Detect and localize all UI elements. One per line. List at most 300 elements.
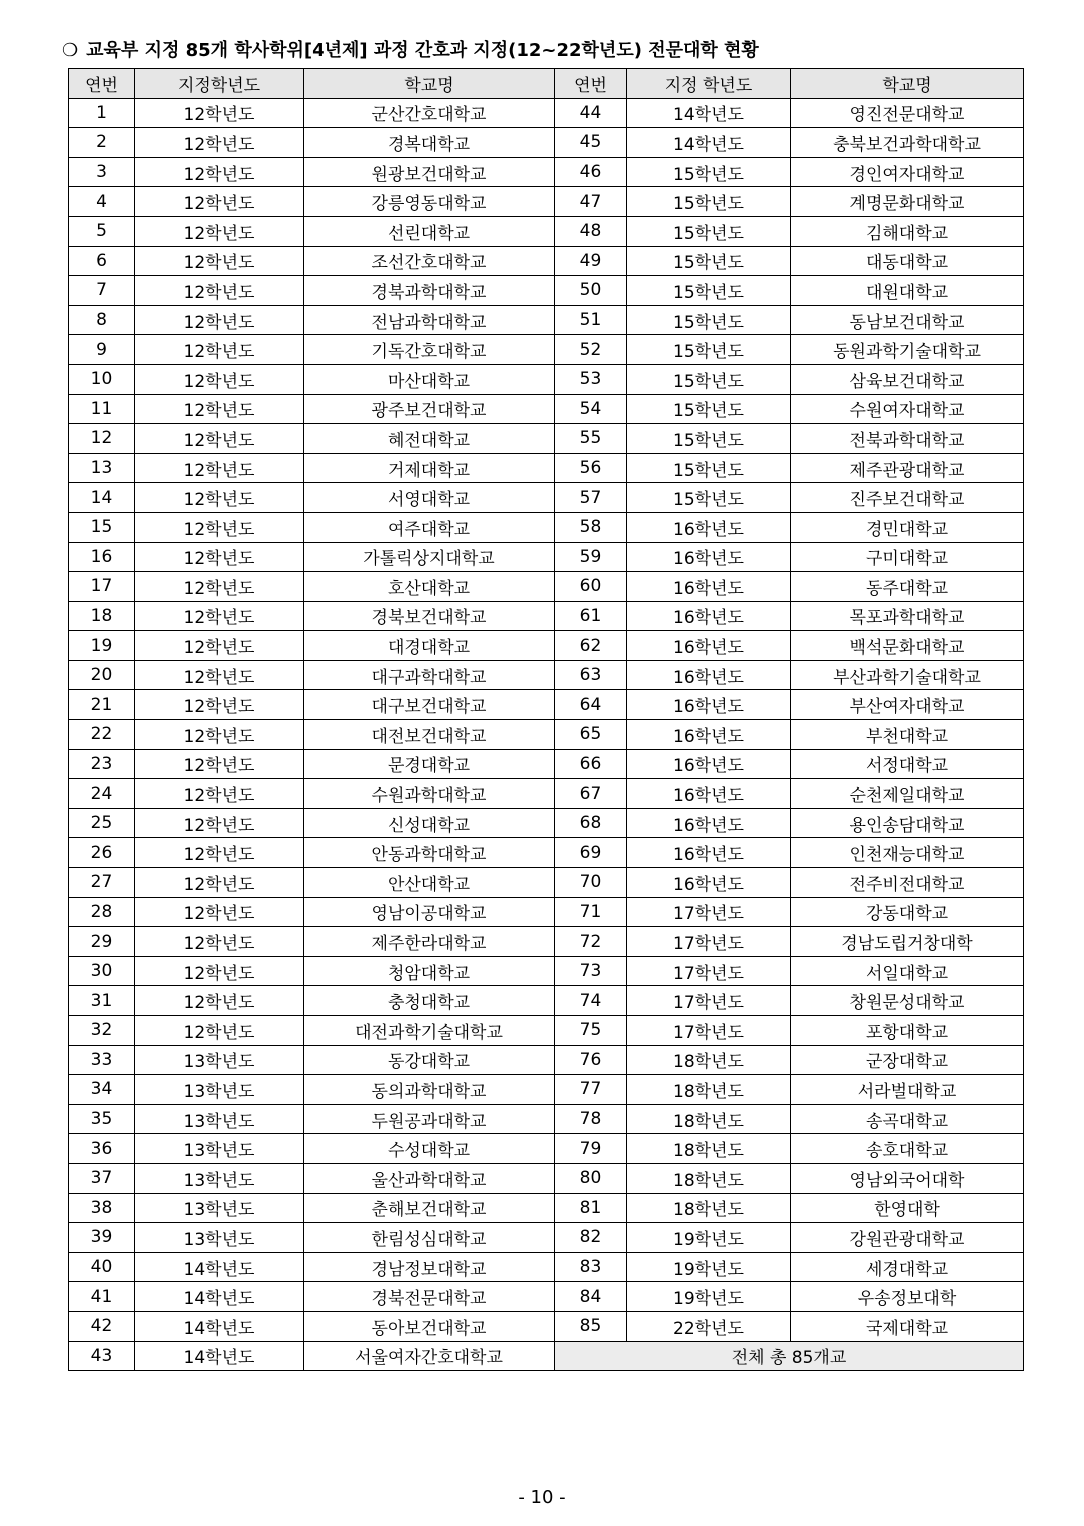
cell-no: 70 (555, 868, 627, 898)
cell-no: 61 (555, 601, 627, 631)
table-row (69, 512, 1024, 542)
table-row (69, 483, 1024, 513)
cell-no: 83 (555, 1252, 627, 1282)
cell-school: 원광보건대학교 (304, 157, 555, 187)
table-row-last (69, 1341, 1024, 1371)
cell-school: 강릉영동대학교 (304, 187, 555, 217)
bullet-icon: ❍ (62, 40, 79, 61)
cell-year: 15학년도 (627, 483, 791, 513)
cell-year: 13학년도 (135, 1223, 304, 1253)
cell-year: 12학년도 (135, 542, 304, 572)
cell-school: 구미대학교 (791, 542, 1024, 572)
cell-school: 기독간호대학교 (304, 335, 555, 365)
cell-school: 동주대학교 (791, 572, 1024, 602)
cell-year: 16학년도 (627, 601, 791, 631)
cell-school: 경민대학교 (791, 512, 1024, 542)
cell-year: 12학년도 (135, 187, 304, 217)
cell-year: 15학년도 (627, 364, 791, 394)
cell-school: 대원대학교 (791, 276, 1024, 306)
cell-no: 11 (69, 394, 135, 424)
cell-year: 12학년도 (135, 128, 304, 158)
cell-school: 경북전문대학교 (304, 1282, 555, 1312)
cell-school: 혜전대학교 (304, 424, 555, 454)
cell-no: 79 (555, 1134, 627, 1164)
cell-year: 15학년도 (627, 276, 791, 306)
cell-year: 22학년도 (627, 1311, 791, 1341)
cell-school: 창원문성대학교 (791, 986, 1024, 1016)
cell-no: 55 (555, 424, 627, 454)
cell-school: 용인송담대학교 (791, 808, 1024, 838)
cell-school: 광주보건대학교 (304, 394, 555, 424)
cell-year: 12학년도 (135, 749, 304, 779)
cell-school: 동강대학교 (304, 1045, 555, 1075)
cell-no: 43 (69, 1341, 135, 1371)
cell-year: 13학년도 (135, 1163, 304, 1193)
cell-year: 12학년도 (135, 660, 304, 690)
table-row (69, 749, 1024, 779)
header-school-left: 학교명 (304, 69, 555, 99)
cell-no: 42 (69, 1311, 135, 1341)
cell-school: 문경대학교 (304, 749, 555, 779)
cell-school: 여주대학교 (304, 512, 555, 542)
cell-school: 마산대학교 (304, 364, 555, 394)
cell-year: 13학년도 (135, 1104, 304, 1134)
header-school-right: 학교명 (791, 69, 1024, 99)
cell-school: 한림성심대학교 (304, 1223, 555, 1253)
header-year-left: 지정학년도 (135, 69, 304, 99)
cell-year: 14학년도 (627, 128, 791, 158)
cell-no: 12 (69, 424, 135, 454)
cell-year: 12학년도 (135, 779, 304, 809)
cell-year: 15학년도 (627, 394, 791, 424)
cell-school: 안산대학교 (304, 868, 555, 898)
cell-year: 12학년도 (135, 572, 304, 602)
cell-year: 16학년도 (627, 720, 791, 750)
cell-year: 17학년도 (627, 956, 791, 986)
table-row (69, 601, 1024, 631)
table-row (69, 187, 1024, 217)
table-row (69, 394, 1024, 424)
cell-school: 우송정보대학 (791, 1282, 1024, 1312)
cell-no: 64 (555, 690, 627, 720)
table-row (69, 364, 1024, 394)
cell-school: 영남외국어대학 (791, 1163, 1024, 1193)
cell-year: 12학년도 (135, 453, 304, 483)
cell-school: 가톨릭상지대학교 (304, 542, 555, 572)
cell-no: 40 (69, 1252, 135, 1282)
cell-no: 57 (555, 483, 627, 513)
cell-year: 17학년도 (627, 1016, 791, 1046)
cell-year: 12학년도 (135, 483, 304, 513)
cell-year: 18학년도 (627, 1193, 791, 1223)
table-row (69, 1104, 1024, 1134)
cell-no: 75 (555, 1016, 627, 1046)
cell-no: 77 (555, 1075, 627, 1105)
table-row (69, 868, 1024, 898)
cell-school: 경인여자대학교 (791, 157, 1024, 187)
cell-year: 12학년도 (135, 927, 304, 957)
cell-no: 49 (555, 246, 627, 276)
cell-no: 23 (69, 749, 135, 779)
cell-no: 51 (555, 305, 627, 335)
cell-no: 19 (69, 631, 135, 661)
cell-school: 동아보건대학교 (304, 1311, 555, 1341)
cell-no: 63 (555, 660, 627, 690)
cell-school: 대경대학교 (304, 631, 555, 661)
cell-school: 호산대학교 (304, 572, 555, 602)
cell-school: 수원여자대학교 (791, 394, 1024, 424)
cell-year: 16학년도 (627, 749, 791, 779)
cell-school: 전북과학대학교 (791, 424, 1024, 454)
cell-year: 19학년도 (627, 1252, 791, 1282)
cell-no: 28 (69, 897, 135, 927)
cell-year: 16학년도 (627, 660, 791, 690)
cell-no: 76 (555, 1045, 627, 1075)
cell-no: 26 (69, 838, 135, 868)
table-row (69, 335, 1024, 365)
cell-no: 73 (555, 956, 627, 986)
cell-school: 수원과학대학교 (304, 779, 555, 809)
cell-school: 송곡대학교 (791, 1104, 1024, 1134)
cell-no: 2 (69, 128, 135, 158)
cell-school: 삼육보건대학교 (791, 364, 1024, 394)
table-row (69, 1045, 1024, 1075)
cell-year: 12학년도 (135, 986, 304, 1016)
cell-school: 부산과학기술대학교 (791, 660, 1024, 690)
cell-year: 12학년도 (135, 631, 304, 661)
cell-school: 군장대학교 (791, 1045, 1024, 1075)
document-heading (62, 36, 759, 62)
cell-school: 강원관광대학교 (791, 1223, 1024, 1253)
cell-school: 거제대학교 (304, 453, 555, 483)
cell-school: 대구보건대학교 (304, 690, 555, 720)
table-row (69, 98, 1024, 128)
cell-year: 12학년도 (135, 364, 304, 394)
cell-year: 14학년도 (135, 1341, 304, 1371)
cell-school: 서울여자간호대학교 (304, 1341, 555, 1371)
total-count-cell: 전체 총 85개교 (555, 1341, 1024, 1371)
cell-school: 전주비전대학교 (791, 868, 1024, 898)
cell-year: 15학년도 (627, 216, 791, 246)
cell-year: 12학년도 (135, 956, 304, 986)
table-row (69, 1134, 1024, 1164)
cell-year: 17학년도 (627, 897, 791, 927)
cell-school: 목포과학대학교 (791, 601, 1024, 631)
cell-year: 15학년도 (627, 157, 791, 187)
table-row (69, 660, 1024, 690)
cell-no: 59 (555, 542, 627, 572)
cell-year: 12학년도 (135, 838, 304, 868)
cell-no: 39 (69, 1223, 135, 1253)
cell-no: 62 (555, 631, 627, 661)
cell-school: 충청대학교 (304, 986, 555, 1016)
cell-year: 12학년도 (135, 1016, 304, 1046)
table-row (69, 1075, 1024, 1105)
cell-no: 85 (555, 1311, 627, 1341)
cell-no: 22 (69, 720, 135, 750)
cell-school: 순천제일대학교 (791, 779, 1024, 809)
cell-school: 강동대학교 (791, 897, 1024, 927)
cell-school: 청암대학교 (304, 956, 555, 986)
cell-no: 54 (555, 394, 627, 424)
table-row (69, 1311, 1024, 1341)
cell-year: 12학년도 (135, 424, 304, 454)
cell-school: 영진전문대학교 (791, 98, 1024, 128)
cell-no: 82 (555, 1223, 627, 1253)
cell-year: 16학년도 (627, 572, 791, 602)
cell-school: 계명문화대학교 (791, 187, 1024, 217)
cell-no: 66 (555, 749, 627, 779)
cell-year: 12학년도 (135, 601, 304, 631)
cell-no: 36 (69, 1134, 135, 1164)
cell-no: 52 (555, 335, 627, 365)
cell-school: 제주관광대학교 (791, 453, 1024, 483)
cell-no: 31 (69, 986, 135, 1016)
cell-year: 12학년도 (135, 305, 304, 335)
table-row (69, 631, 1024, 661)
cell-school: 수성대학교 (304, 1134, 555, 1164)
cell-school: 인천재능대학교 (791, 838, 1024, 868)
table-row (69, 128, 1024, 158)
cell-no: 38 (69, 1193, 135, 1223)
cell-school: 송호대학교 (791, 1134, 1024, 1164)
cell-no: 78 (555, 1104, 627, 1134)
cell-school: 부산여자대학교 (791, 690, 1024, 720)
cell-year: 16학년도 (627, 779, 791, 809)
cell-school: 대구과학대학교 (304, 660, 555, 690)
cell-no: 3 (69, 157, 135, 187)
cell-no: 47 (555, 187, 627, 217)
cell-year: 15학년도 (627, 246, 791, 276)
cell-year: 12학년도 (135, 512, 304, 542)
cell-no: 24 (69, 779, 135, 809)
cell-no: 56 (555, 453, 627, 483)
nursing-schools-table (68, 68, 1024, 1371)
cell-no: 25 (69, 808, 135, 838)
cell-school: 조선간호대학교 (304, 246, 555, 276)
table-row (69, 690, 1024, 720)
cell-school: 선린대학교 (304, 216, 555, 246)
cell-year: 18학년도 (627, 1104, 791, 1134)
cell-school: 제주한라대학교 (304, 927, 555, 957)
cell-no: 44 (555, 98, 627, 128)
cell-school: 서정대학교 (791, 749, 1024, 779)
cell-no: 65 (555, 720, 627, 750)
cell-year: 12학년도 (135, 897, 304, 927)
cell-no: 72 (555, 927, 627, 957)
cell-year: 12학년도 (135, 690, 304, 720)
cell-no: 14 (69, 483, 135, 513)
cell-school: 서일대학교 (791, 956, 1024, 986)
cell-year: 18학년도 (627, 1134, 791, 1164)
cell-no: 80 (555, 1163, 627, 1193)
cell-no: 46 (555, 157, 627, 187)
cell-year: 13학년도 (135, 1193, 304, 1223)
cell-year: 17학년도 (627, 927, 791, 957)
cell-year: 12학년도 (135, 276, 304, 306)
cell-school: 국제대학교 (791, 1311, 1024, 1341)
cell-year: 18학년도 (627, 1163, 791, 1193)
cell-school: 포항대학교 (791, 1016, 1024, 1046)
cell-no: 34 (69, 1075, 135, 1105)
cell-school: 경북과학대학교 (304, 276, 555, 306)
table-row (69, 956, 1024, 986)
cell-no: 58 (555, 512, 627, 542)
header-no-right: 연번 (555, 69, 627, 99)
cell-no: 45 (555, 128, 627, 158)
cell-no: 41 (69, 1282, 135, 1312)
cell-no: 30 (69, 956, 135, 986)
table-row (69, 779, 1024, 809)
table-row (69, 276, 1024, 306)
cell-year: 12학년도 (135, 335, 304, 365)
cell-year: 16학년도 (627, 690, 791, 720)
cell-year: 15학년도 (627, 335, 791, 365)
cell-year: 15학년도 (627, 453, 791, 483)
table-row (69, 542, 1024, 572)
cell-no: 17 (69, 572, 135, 602)
table-row (69, 216, 1024, 246)
table-row (69, 808, 1024, 838)
cell-no: 10 (69, 364, 135, 394)
cell-no: 6 (69, 246, 135, 276)
cell-no: 69 (555, 838, 627, 868)
cell-no: 13 (69, 453, 135, 483)
cell-school: 경남정보대학교 (304, 1252, 555, 1282)
cell-school: 영남이공대학교 (304, 897, 555, 927)
cell-school: 신성대학교 (304, 808, 555, 838)
cell-year: 18학년도 (627, 1045, 791, 1075)
cell-year: 16학년도 (627, 542, 791, 572)
cell-no: 15 (69, 512, 135, 542)
cell-school: 경복대학교 (304, 128, 555, 158)
cell-school: 대동대학교 (791, 246, 1024, 276)
cell-no: 67 (555, 779, 627, 809)
cell-no: 21 (69, 690, 135, 720)
cell-school: 백석문화대학교 (791, 631, 1024, 661)
cell-school: 동남보건대학교 (791, 305, 1024, 335)
cell-no: 27 (69, 868, 135, 898)
cell-school: 울산과학대학교 (304, 1163, 555, 1193)
cell-school: 대전과학기술대학교 (304, 1016, 555, 1046)
cell-no: 1 (69, 98, 135, 128)
table-header-row (69, 69, 1024, 99)
table-row (69, 453, 1024, 483)
cell-no: 5 (69, 216, 135, 246)
cell-year: 15학년도 (627, 187, 791, 217)
cell-year: 14학년도 (135, 1311, 304, 1341)
cell-school: 대전보건대학교 (304, 720, 555, 750)
cell-year: 19학년도 (627, 1282, 791, 1312)
table-row (69, 246, 1024, 276)
cell-year: 12학년도 (135, 246, 304, 276)
cell-year: 14학년도 (627, 98, 791, 128)
table-row (69, 1282, 1024, 1312)
cell-school: 진주보건대학교 (791, 483, 1024, 513)
cell-school: 전남과학대학교 (304, 305, 555, 335)
header-no-left: 연번 (69, 69, 135, 99)
header-year-right: 지정 학년도 (627, 69, 791, 99)
cell-year: 12학년도 (135, 157, 304, 187)
table-row (69, 897, 1024, 927)
cell-no: 71 (555, 897, 627, 927)
table-row (69, 305, 1024, 335)
cell-no: 9 (69, 335, 135, 365)
cell-school: 서라벌대학교 (791, 1075, 1024, 1105)
cell-no: 60 (555, 572, 627, 602)
cell-school: 경북보건대학교 (304, 601, 555, 631)
cell-year: 12학년도 (135, 98, 304, 128)
cell-no: 37 (69, 1163, 135, 1193)
cell-no: 32 (69, 1016, 135, 1046)
table-row (69, 720, 1024, 750)
cell-no: 48 (555, 216, 627, 246)
cell-year: 16학년도 (627, 631, 791, 661)
cell-year: 14학년도 (135, 1282, 304, 1312)
cell-no: 81 (555, 1193, 627, 1223)
table-row (69, 157, 1024, 187)
cell-year: 12학년도 (135, 868, 304, 898)
table-row (69, 986, 1024, 1016)
table-row (69, 838, 1024, 868)
cell-school: 김해대학교 (791, 216, 1024, 246)
cell-year: 12학년도 (135, 720, 304, 750)
cell-year: 15학년도 (627, 424, 791, 454)
cell-year: 16학년도 (627, 808, 791, 838)
cell-year: 16학년도 (627, 868, 791, 898)
cell-year: 18학년도 (627, 1075, 791, 1105)
cell-no: 35 (69, 1104, 135, 1134)
cell-school: 춘해보건대학교 (304, 1193, 555, 1223)
heading-text: 교육부 지정 85개 학사학위[4년제] 과정 간호과 지정(12~22학년도) 전문대학 현황 (86, 40, 759, 61)
cell-no: 18 (69, 601, 135, 631)
cell-no: 74 (555, 986, 627, 1016)
cell-no: 8 (69, 305, 135, 335)
cell-no: 53 (555, 364, 627, 394)
cell-school: 안동과학대학교 (304, 838, 555, 868)
cell-school: 부천대학교 (791, 720, 1024, 750)
cell-school: 군산간호대학교 (304, 98, 555, 128)
cell-year: 16학년도 (627, 512, 791, 542)
table-row (69, 424, 1024, 454)
cell-school: 서영대학교 (304, 483, 555, 513)
cell-year: 12학년도 (135, 394, 304, 424)
cell-year: 13학년도 (135, 1075, 304, 1105)
cell-year: 17학년도 (627, 986, 791, 1016)
cell-school: 동의과학대학교 (304, 1075, 555, 1105)
cell-school: 두원공과대학교 (304, 1104, 555, 1134)
cell-year: 19학년도 (627, 1223, 791, 1253)
table-row (69, 1252, 1024, 1282)
cell-year: 15학년도 (627, 305, 791, 335)
cell-year: 13학년도 (135, 1045, 304, 1075)
cell-no: 16 (69, 542, 135, 572)
cell-school: 충북보건과학대학교 (791, 128, 1024, 158)
cell-no: 84 (555, 1282, 627, 1312)
cell-school: 동원과학기술대학교 (791, 335, 1024, 365)
table-row (69, 1163, 1024, 1193)
cell-school: 한영대학 (791, 1193, 1024, 1223)
cell-no: 7 (69, 276, 135, 306)
cell-year: 13학년도 (135, 1134, 304, 1164)
cell-school: 경남도립거창대학 (791, 927, 1024, 957)
table-row (69, 1193, 1024, 1223)
cell-no: 29 (69, 927, 135, 957)
table-row (69, 1016, 1024, 1046)
cell-year: 16학년도 (627, 838, 791, 868)
cell-year: 14학년도 (135, 1252, 304, 1282)
table-row (69, 927, 1024, 957)
